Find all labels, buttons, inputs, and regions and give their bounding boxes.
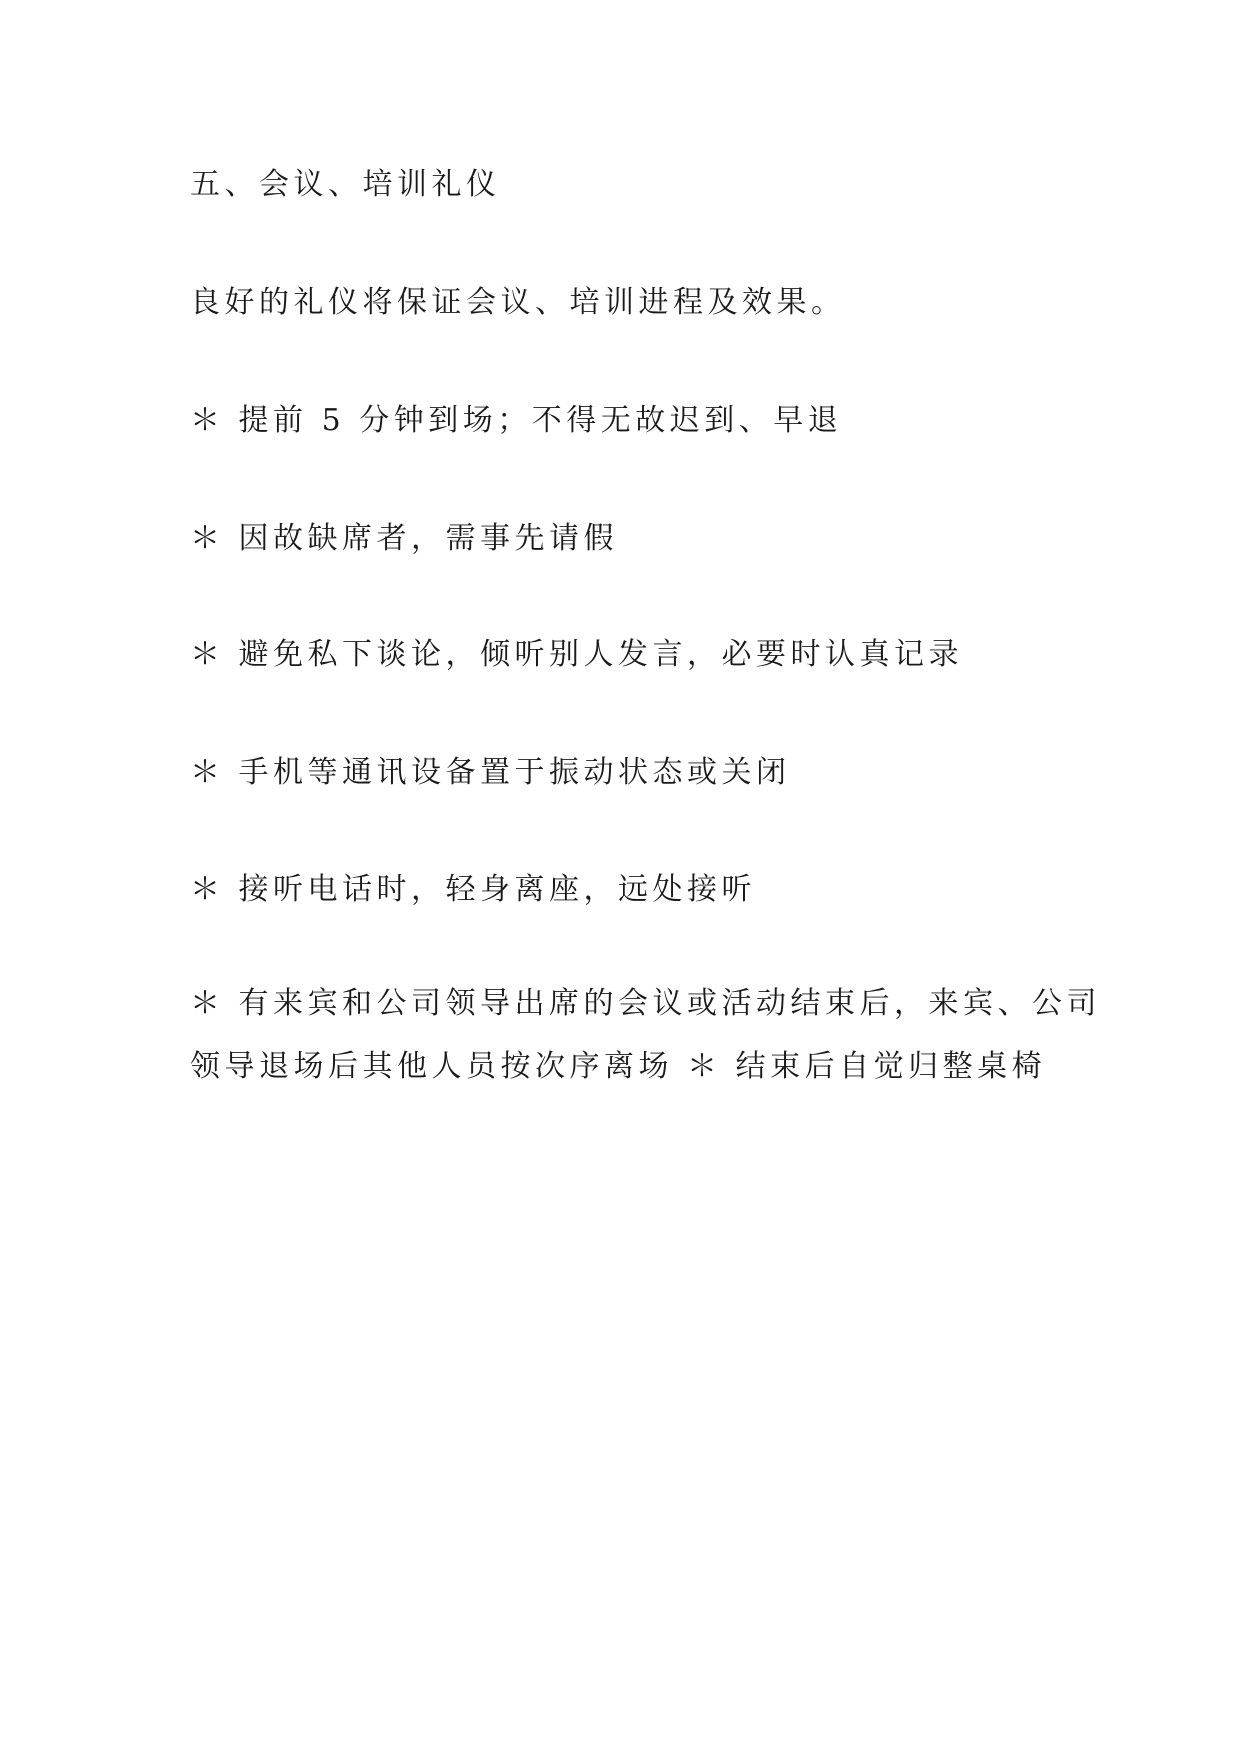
intro-paragraph: 良好的礼仪将保证会议、培训进程及效果。 — [190, 285, 846, 320]
list-item: ＊ 手机等通讯设备置于振动状态或关闭 — [190, 755, 791, 790]
list-item: ＊ 避免私下谈论，倾听别人发言，必要时认真记录 — [190, 637, 964, 672]
list-item: ＊ 提前 5 分钟到场；不得无故迟到、早退 — [190, 403, 843, 438]
last-paragraph-line: 领导退场后其他人员按次序离场 ＊ 结束后自觉归整桌椅 — [190, 1049, 1047, 1084]
list-item: ＊ 因故缺席者，需事先请假 — [190, 521, 619, 556]
last-paragraph-line: ＊ 有来宾和公司领导出席的会议或活动结束后，来宾、公司 — [190, 986, 1102, 1021]
section-heading: 五、会议、培训礼仪 — [190, 167, 501, 202]
list-item: ＊ 接听电话时，轻身离座，远处接听 — [190, 872, 757, 907]
